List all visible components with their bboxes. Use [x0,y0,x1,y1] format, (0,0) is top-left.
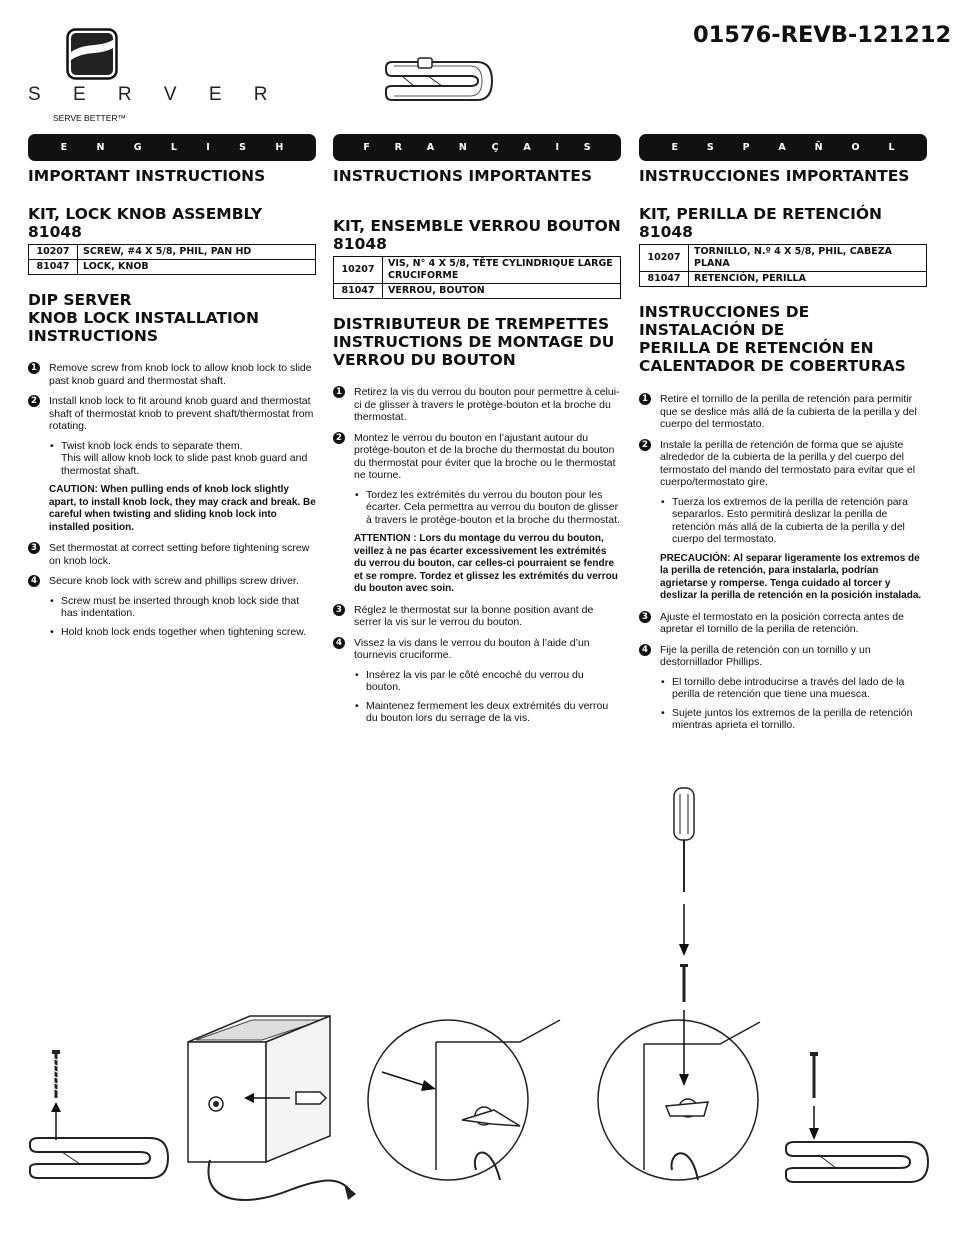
section-title: INSTRUCCIONES DE INSTALACIÓN DE PERILLA DE RETENCIÓN EN CALENTADOR DE COBERTURAS [639,303,906,375]
table-row: 10207 TORNILLO, N.º 4 X 5/8, PHIL, CABEZA PLANA [640,245,927,272]
step-2: 2 Instale la perilla de retención de forma que se ajuste alrededor de la cubierta de la perilla y del cuerpo del termostato del mando del termostato para evitar que el cuerpo/termostato gire. [639,439,927,489]
important-heading: INSTRUCCIONES IMPORTANTES [639,167,910,185]
list-item: • Insérez la vis par le côté encoché du verrou du bouton. [333,669,621,694]
list-item: • Tordez les extrémités du verrou du bouton pour les écarter. Cela permettra au verrou du bouton de glisser à travers le protège-bouton et la broche du thermostat. [333,489,621,527]
arrow-down-icon [809,1106,819,1140]
kit-number: 81048 [333,235,387,253]
document-number: 01576-REVB-121212 [693,22,952,48]
caution-note: ATTENTION : Lors du montage du verrou du bouton, veillez à ne pas écarter excessivement les extrémités du verrou du bouton, car celles-ci pourraient se fendre et se rompre. Tordez et glissez les extrémités du verrou du bouton avec soin. [354,533,618,594]
list-item: • Hold knob lock ends together when tightening screw. [28,626,316,639]
table-row: 81047 LOCK, KNOB [29,260,316,275]
step-4: 4 Secure knob lock with screw and phillips screw driver. [28,575,316,588]
table-row: 81047 RETENCIÓN, PERILLA [640,272,927,287]
table-row: 10207 SCREW, #4 X 5/8, PHIL, PAN HD [29,245,316,260]
step-4: 4 Fije la perilla de retención con un tornillo y un destornillador Phillips. [639,644,927,669]
list-item: • Tuerza los extremos de la perilla de retención para separarlos. Esto permitirá deslizar la perilla de retención más allá de la cubierta de la perilla y del cuerpo del termostato. [639,496,927,546]
list-item: • El tornillo debe introducirse a través del lado de la perilla de retención que tiene una muesca. [639,676,927,701]
parts-table [639,244,927,287]
knob-lock-small-icon [296,1092,326,1104]
arrow-up-icon [51,1102,61,1140]
arrow-down-icon [679,904,689,956]
table-row: 10207 VIS, N° 4 X 5/8, TÊTE CYLINDRIQUE LARGE CRUCIFORME [334,257,621,284]
kit-title: KIT, LOCK KNOB ASSEMBLY [28,205,263,223]
brand-name: S E R V E R [28,84,282,105]
caution-note: PRECAUCIÓN: Al separar ligeramente los extremos de la perilla de retención, para instalarla, podrían agrietarse y romperse. Tenga cuidado al torcer y deslizar la perilla de retención en la posición instalada. [660,552,922,601]
screw-icon [810,1052,818,1098]
table-row: 81047 VERROU, BOUTON [334,284,621,299]
step-1: 1 Retirez la vis du verrou du bouton pour permettre à celui-ci de glisser à travers le protège-bouton et la broche du thermostat. [333,386,621,424]
step-2: 2 Montez le verrou du bouton en l’ajustant autour du protège-bouton et de la broche du thermostat du bouton du thermostat pour éviter que la broche ou le thermostat ne tourne. [333,432,621,482]
brand-tagline: SERVE BETTER™ [53,113,127,123]
knob-lock-open-icon [30,1138,168,1178]
screw-icon [52,1050,60,1098]
step-3: 3 Ajuste el termostato en la posición correcta antes de apretar el tornillo de la perilla de retención. [639,611,927,636]
step-2: 2 Install knob lock to fit around knob guard and thermostat shaft of thermostat knob to prevent shaft/thermostat from rotating. [28,395,316,433]
dip-server-unit-illustration [188,1016,356,1200]
column-spanish [639,134,927,732]
list-item: • Maintenez fermement les deux extrémités du verrou du bouton lors du serrage de la vis. [333,700,621,725]
list-item: • Sujete juntos los extremos de la perilla de retención mientras aprieta el tornillo. [639,707,927,732]
step-1: 1 Remove screw from knob lock to allow knob lock to slide past knob guard and thermostat shaft. [28,362,316,387]
important-heading: IMPORTANT INSTRUCTIONS [28,167,266,185]
kit-number: 81048 [639,223,693,241]
screw-icon [680,964,688,1002]
section-title: DISTRIBUTEUR DE TREMPETTES INSTRUCTIONS DE MONTAGE DU VERROU DU BOUTON [333,315,615,369]
list-item: • Screw must be inserted through knob lock side that has indentation. [28,595,316,620]
important-heading: INSTRUCTIONS IMPORTANTES [333,167,593,185]
installation-diagram [0,780,954,1220]
step-4: 4 Vissez la vis dans le verrou du bouton à l’aide d’un tournevis cruciforme. [333,637,621,662]
step-3: 3 Set thermostat at correct setting before tightening screw on knob lock. [28,542,316,567]
kit-title: KIT, ENSEMBLE VERROU BOUTON [333,217,621,235]
kit-number: 81048 [28,223,82,241]
detail-circle-secure [598,1020,760,1180]
column-french [333,134,621,725]
kit-title: KIT, PERILLA DE RETENCIÓN [639,205,883,223]
language-bar-english: E N G L I S H [28,134,316,161]
step-1: 1 Retire el tornillo de la perilla de retención para permitir que se deslice más allá de la cubierta de la perilla y del cuerpo del termostato. [639,393,927,431]
server-logo-icon [66,28,118,80]
step-3: 3 Réglez le thermostat sur la bonne position avant de serrer la vis sur le verrou du bouton. [333,604,621,629]
parts-table [28,244,316,275]
screwdriver-icon [674,788,694,892]
column-english [28,134,316,638]
caution-note: CAUTION: When pulling ends of knob lock slightly apart, to install knob lock, they may crack and break. Be careful when twisting and sliding knob lock into installed position. [49,484,316,533]
parts-table [333,256,621,299]
detail-circle-install [368,1020,560,1180]
section-title: DIP SERVER KNOB LOCK INSTALLATION INSTRUCTIONS [28,291,259,345]
knob-lock-closed-icon [786,1142,928,1182]
knob-lock-illustration [382,48,494,114]
list-item: • Twist knob lock ends to separate them. This will allow knob lock to slide past knob guard and thermostat shaft. [28,440,316,478]
language-bar-french: F R A N Ç A I S [333,134,621,161]
language-bar-spanish: E S P A Ñ O L [639,134,927,161]
